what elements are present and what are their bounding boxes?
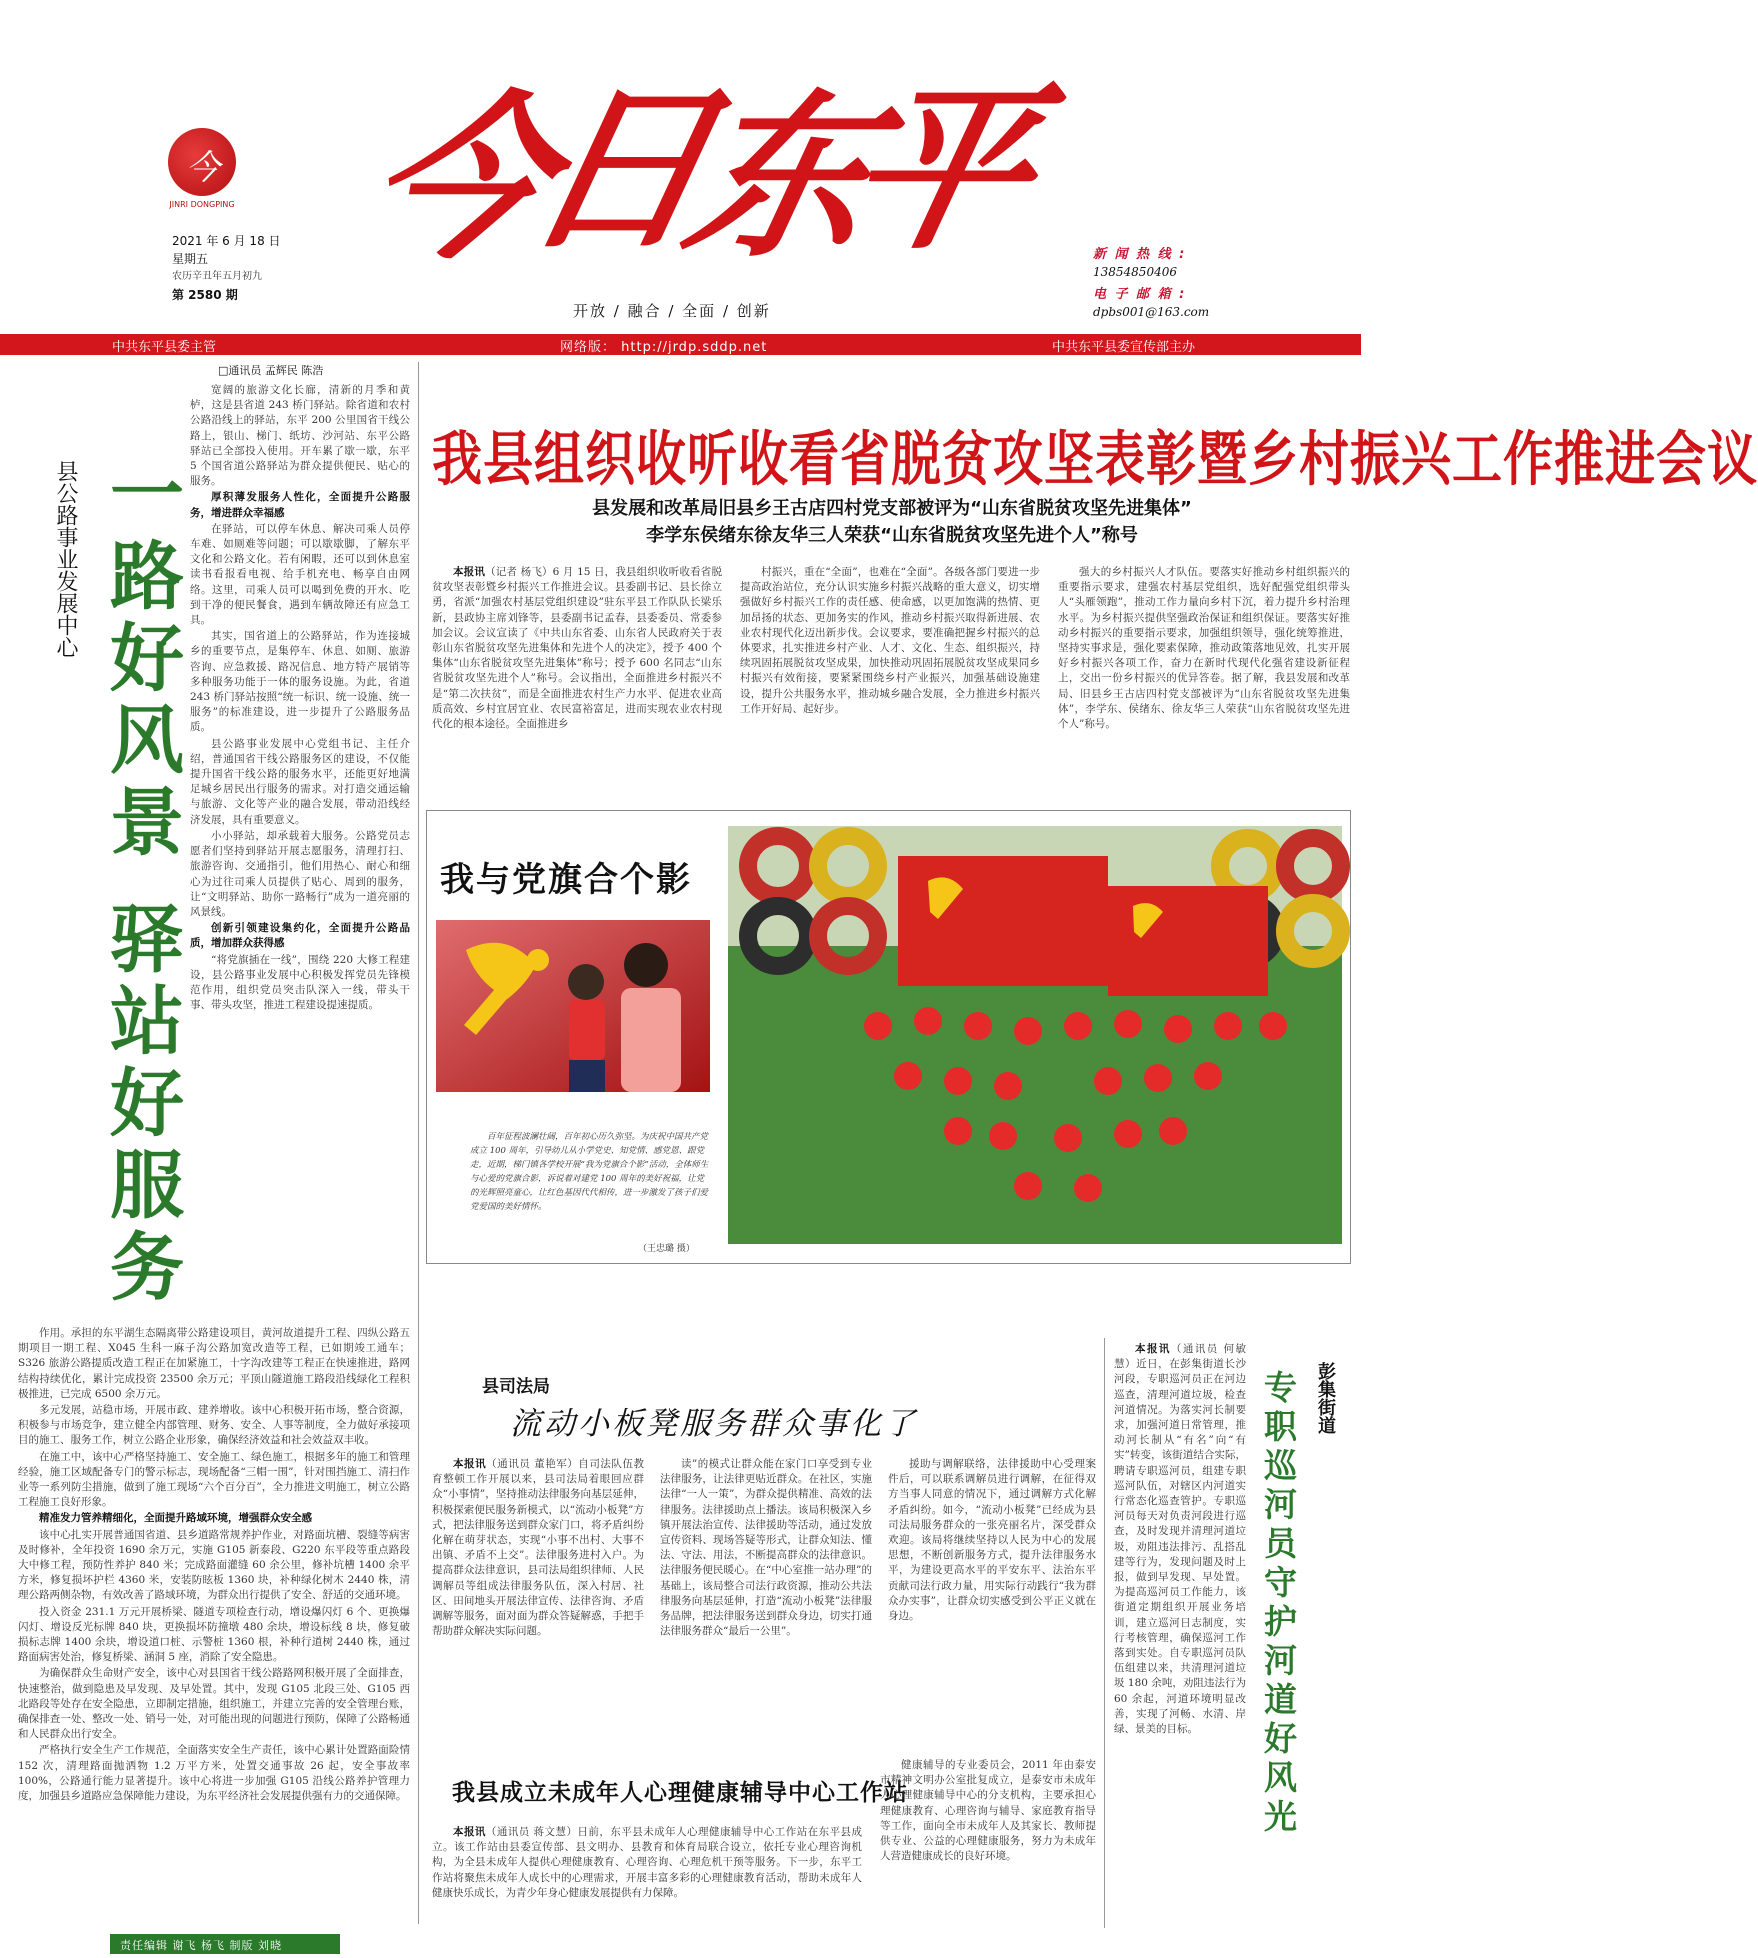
sponsor-right: 中共东平县委宣传部主办 — [1052, 340, 1196, 355]
paragraph: （通讯员 何敏慧）近日，在彭集街道长沙河段，专职巡河员正在河边巡查，清理河道垃圾，检查河道情况。为落实河长制要求，加强河道日常管理，推动河长制从“有名”向“有实”转变，该街道结合实际，聘请专职巡河员，组建专职巡河队伍，对辖区内河道实行常态化巡查管护。专职巡河员每天对负责河段进行巡查，及时发现并清理河道垃圾，劝阻违法排污、乱搭乱建等行为，发现问题及时上报，做到早发现、早处置。为提高巡河员工作能力，该街道定期组织开展业务培训，建立巡河日志制度，实行考核管理，确保巡河工作落到实处。自专职巡河员队伍组建以来，共清理河道垃圾 180 余吨，劝阻违法行为 60 余起，河道环境明显改善，实现了河畅、水清、岸绿、景美的目标。 — [1114, 1343, 1246, 1736]
paragraph: （通讯员 董艳军）自司法队伍教育整顿工作开展以来，县司法局着眼回应群众“小事情”，坚持推动法律服务向基层延伸，积极探索便民服务新模式，以“流动小板凳”方式，把法律服务送到群众家门口，将矛盾纠纷化解在萌芽状态，实现“小事不出村、大事不出镇、矛盾不上交”。法律服务进村入户。为提高群众法律意识，县司法局组织律师、人民调解员等组成法律服务队伍，深入村居、社区、田间地头开展法律宣传、法律咨询、矛盾调解等服务，面对面为群众答疑解惑，手把手帮助群众解决实际问题。 — [432, 1458, 645, 1638]
paragraph: 村振兴，重在“全面”，也难在“全面”。各级各部门要进一步提高政治站位，充分认识实施乡村振兴战略的重大意义，切实增强做好乡村振兴工作的责任感、使命感，以更加饱满的热情、更加昂扬的状态、更加务实的作风，推动乡村振兴取得新进展、农业农村现代化迈出新步伐。会议要求，要准确把握乡村振兴的总体要求，扎实推进乡村产业、人才、文化、生态、组织振兴，持续巩固拓展脱贫攻坚成果，加快推动巩固拓展脱贫攻坚成果同乡村振兴有效衔接，要紧紧围绕乡村产业振兴，加强基础设施建设，提升公共服务水平，推动城乡融合发展，全力推进乡村振兴工作开好局、起好步。 — [740, 566, 1040, 715]
title-char-1: 今 — [349, 74, 573, 283]
paragraph: 援助与调解联络，法律援助中心受理案件后，可以联系调解员进行调解，在征得双方当事人同意的情况下，通过调解方式化解矛盾纠纷。如今，“流动小板凳”已经成为县司法局服务群众的一张亮丽名片，深受群众欢迎。该局将继续坚持以人民为中心的发展思想，不断创新服务方式，提升法律服务水平，为建设更高水平的平安东平、法治东平贡献司法行政力量，用实际行动践行“我为群众办实事”，让群众切实感受到公平正义就在身边。 — [888, 1458, 1096, 1623]
sponsor-left: 中共东平县委主管 — [112, 340, 217, 355]
byline: 本报讯 — [1135, 1343, 1171, 1355]
paragraph: 在施工中，该中心严格坚持施工、安全施工、绿色施工，根据多年的施工和管理经验，施工区域配备专门的警示标志，现场配备“三帽一围”，针对围挡施工、清扫作业等一系列防尘措施，做到了施工现场“六个百分百”，全力推进文明施工，树立公路工程施工良好形象。 — [18, 1450, 410, 1509]
issue-date: 2021 年 6 月 18 日 — [172, 234, 281, 248]
justice-column-2 — [660, 1457, 872, 1757]
left-feature-deck: 县公路事业发展中心 — [53, 460, 78, 658]
photo-caption: 百年征程波澜壮阔，百年初心历久弥坚。为庆祝中国共产党成立 100 周年，引导幼儿从小学党史、知党情、感党恩、跟党走，近期，梯门镇各学校开展“我为党旗合个影”活动，全体师生与心爱的党旗合影，诉说着对建党 100 周年的美好祝福，让党的光辉照亮童心，让红色基因代代相传，进一步激发了孩子们爱党爱国的美好情怀。 — [470, 1132, 709, 1212]
left-feature-headline-2: 驿站好服务 — [98, 900, 184, 1310]
justice-headline: 流动小板凳服务群众事化了 — [510, 1406, 918, 1442]
issue-number: 第 2580 期 — [172, 288, 238, 302]
paragraph: （记者 杨飞）6 月 15 日，我县组织收听收看省脱贫攻坚表彰暨乡村振兴工作推进会议。县委副书记、县长徐立勇，省派“加强农村基层党组织建设”驻东平县工作队队长梁乐新，县政协主席刘锋等，县委副书记孟春，县委委员、常委参加会议。会议宣读了《中共山东省委、山东省人民政府关于表彰山东省脱贫攻坚先进集体和先进个人的决定》，授予 400 个集体“山东省脱贫攻坚先进集体”称号；授予 600 名同志“山东省脱贫攻坚先进个人”称号。会议指出，全面推进乡村振兴不是“第二次扶贫”，而是全面推进农村生产力水平、促进农业高质高效、乡村宜居宜业、农民富裕富足，进而实现农业农村现代化的根本途径。全面推进乡 — [432, 566, 722, 731]
hotline-label: 新 闻 热 线 : — [1093, 247, 1187, 262]
paragraph: 严格执行安全生产工作规范，全面落实安全生产责任，该中心累计处置路面险情 152 次，清理路面抛洒物 1.2 万平方米，处置交通事故 26 起，安全事故率 100%，公路通行能力显著提升。该中心将进一步加强 G105 沿线公路养护管理力度，加强县乡道路应急保障能力建设，为东平经济社会发展提供强有力的交通保障。 — [18, 1744, 410, 1803]
left-feature-column-lower — [18, 1326, 410, 1924]
main-headline: 我县组织收听收看省脱贫攻坚表彰暨乡村振兴工作推进会议 — [432, 424, 1758, 494]
paragraph: 作用。承担的东平湖生态隔离带公路建设项目，黄河故道提升工程、四纵公路五期项目一期工程、X045 生科一麻子沟公路加宽改造等工程，已如期竣工通车；S326 旅游公路提质改造工程正在加紧施工，十字沟改建等工程正在快速推进，路网结构持续优化，累计完成投资 23500 余万元；平顶山隧道施工路段沿线绿化工程积极推进，已完成 6500 余万元。 — [18, 1327, 410, 1400]
paragraph: 为确保群众生命财产安全，该中心对县国省干线公路路网积极开展了全面排查，快速整治，做到隐患及早发现、及早处置。其中，发现 G105 北段三处、G105 西北路段等处存在安全隐患，立即制定措施，组织施工，并建立完善的安全管理台账，确保排查一处、整改一处、销号一处，对可能出现的问题进行预防，保障了公路畅通和人民群众出行安全。 — [18, 1667, 410, 1741]
paragraph: 投入资金 231.1 万元开展桥梁、隧道专项检查行动，增设爆闪灯 6 个、更换爆闪灯、增设反光标牌 840 块，更换损坏防撞墩 480 余块，增设标线 8 块，修复破损标志牌 1400 余块，增设道口桩、示警桩 1360 根，补种行道树 2440 株，通过路面病害处治，修复桥梁、涵洞 5 座，消除了安全隐患。 — [18, 1605, 410, 1664]
subheading: 精准发力管养精细化，全面提升路域环境，增强群众安全感 — [39, 1512, 312, 1525]
newspaper-logo — [168, 128, 236, 196]
paragraph: 多元发展，站稳市场，开展市政、建养增收。该中心积极开拓市场，整合资源，积极参与市场竞争，建立健全内部管理、财务、安全、人事等制度，全力做好承接项目的施工、服务工作，树立公路企业形象，确保经济效益和社会效益双丰收。 — [18, 1404, 410, 1447]
logo-caption: JINRI DONGPING — [169, 200, 235, 209]
column-divider — [418, 362, 419, 1924]
lunar-date: 农历辛丑年五月初九 — [172, 271, 262, 282]
left-feature-headline-1: 一路好风景 — [98, 455, 184, 865]
main-story-column-2 — [740, 565, 1040, 795]
paragraph: （通讯员 蒋文慧）日前，东平县未成年人心理健康辅导中心工作站在东平县成立。该工作站由县委宣传部、县文明办、县教育和体育局联合设立，依托专业心理咨询机构，为全县未成年人提供心理健康教育、心理咨询、心理危机干预等服务。下一步，东平工作站将聚焦未成年人成长中的心理需求，开展丰富多彩的心理健康教育活动，帮助未成年人健康快乐成长，为青少年身心健康发展提供有力保障。 — [432, 1826, 863, 1899]
hotline-number[interactable]: 13854850406 — [1093, 265, 1177, 279]
paragraph: 县公路事业发展中心党组书记、主任介绍，普通国省干线公路服务区的建设，不仅能提升国省干线公路的服务水平，还能更好地满足城乡居民出行服务的需求。对打造交通运输与旅游、文化等产业的融合发展，带动沿线经济发展，具有重要意义。 — [190, 737, 410, 826]
editor-credit: 责任编辑 谢飞 杨飞 制版 刘晓 — [110, 1934, 340, 1954]
slogan: 开放 / 融合 / 全面 / 创新 — [573, 302, 771, 320]
youth-column-2 — [880, 1758, 1096, 1923]
title-char-3: 东 — [669, 72, 893, 281]
email-address[interactable]: dpbs001@163.com — [1093, 305, 1210, 319]
weekday: 星期五 — [172, 252, 209, 266]
youth-column-1 — [432, 1825, 862, 1925]
justice-column-1 — [432, 1457, 644, 1757]
paragraph: 该中心扎实开展普通国省道、县乡道路常规养护作业，对路面坑槽、裂缝等病害及时修补，全年投资 1690 余万元，实施 G105 新泰段、G220 东平段等重点路段大中修工程，预防性养护 840 米；完成路面灌缝 60 余公里，修补坑槽 1400 余平方米，修复损坏护栏 4360 米，安装防眩板 1360 块，补种绿化树木 2440 株，清理公路两侧杂物，有效改善了路域环境，为群众出行提供了安全、舒适的交通环境。 — [18, 1528, 410, 1602]
byline: 本报讯 — [453, 1458, 487, 1470]
email-label: 电 子 邮 箱 : — [1093, 287, 1187, 302]
paragraph: 读”的模式让群众能在家门口享受到专业法律服务，让法律更贴近群众。在社区，实施法律“一人一策”，为群众提供精准、高效的法律服务。法律援助点上播法。该局积极深入乡镇开展法治宣传、法律援助等活动，通过发放宣传资料、现场答疑等形式，让群众知法、懂法、守法、用法，不断提高群众的法律意识。法律服务便民暖心。在“中心室推一站办理”的基础上，该局整合司法行政资源，推动公共法律服务向基层延伸，打造“流动小板凳”法律服务品牌，把法律服务送到群众身边，切实打通法律服务群众“最后一公里”。 — [660, 1458, 872, 1638]
photo-feature-title: 我与党旗合个影 — [440, 860, 692, 900]
contact-block — [1093, 243, 1209, 323]
paragraph: 强大的乡村振兴人才队伍。要落实好推动乡村组织振兴的重要指示要求，建强农村基层党组织，选好配强党组织带头人“头雁领跑”，推动工作力量向乡村下沉，着力提升乡村治理水平。为乡村振兴提供坚强政治保证和组织保证。要落实好推动乡村振兴的重要指示要求，加强组织领导，强化统筹推进，坚持实事求是，强化要素保障，推动政策落地见效，扎实开展好乡村振兴各项工作，奋力在新时代现代化强省建设新征程上，交出一份乡村振兴的优异答卷。据了解，我县发展和改革局、旧县乡王古店四村党支部被评为“山东省脱贫攻坚先进集体”，李学东、侯绪东、徐友华三人荣获“山东省脱贫攻坚先进个人”称号。 — [1058, 566, 1350, 731]
paragraph: 健康辅导的专业委员会，2011 年由泰安市精神文明办公室批复成立，是泰安市未成年人心理健康辅导中心的分支机构，主要承担心理健康教育、心理咨询与辅导、家庭教育指导等工作，面向全市未成年人及其家长、教师提供专业、公益的心理健康服务，努力为未成年人营造健康成长的良好环境。 — [880, 1759, 1096, 1863]
photo-children-group[interactable] — [728, 826, 1342, 1244]
title-char-2: 日 — [509, 64, 733, 273]
paragraph: 宽阔的旅游文化长廊，清新的月季和黄栌，这是县省道 243 桥门驿站。除省道和农村公路沿线上的驿站，东平 200 公里国省干线公路上，银山、梯门、纸坊、沙河站、东平公路驿站已全部投入使用。开车累了歇一歇，东平 5 个国省道公路驿站为群众提供便民、贴心的服务。 — [190, 384, 410, 488]
logo-mark: 今 — [186, 148, 220, 188]
column-divider — [1104, 1338, 1105, 1928]
photo-girl-with-flag-image — [436, 920, 710, 1092]
website-link[interactable]: 网络版： http://jrdp.sddp.net — [560, 340, 768, 355]
left-feature-column-upper — [190, 383, 410, 1318]
byline: 本报讯 — [453, 1826, 486, 1838]
main-story-column-1 — [432, 565, 722, 795]
red-info-bar — [0, 334, 1361, 355]
paragraph: 其实，国省道上的公路驿站，作为连接城乡的重要节点，是集停车、休息、如厕、旅游咨询、应急救援、路况信息、地方特产展销等多种服务功能于一体的服务设施。为此，省道 243 桥门驿站按照“统一标识、统一设施、统一服务”的标准建设，进一步提升了公路服务品质。 — [190, 630, 410, 734]
river-kicker: 彭集街道 — [1315, 1362, 1336, 1434]
subheadline-2: 李学东侯绪东徐友华三人荣获“山东省脱贫攻坚先进个人”称号 — [646, 525, 1138, 546]
river-headline: 专职巡河员守护河道好风光 — [1259, 1370, 1298, 1838]
subheading: 厚积薄发服务人性化，全面提升公路服务，增进群众幸福感 — [190, 491, 410, 519]
justice-column-3 — [888, 1457, 1096, 1757]
paragraph: “将党旗插在一线”，围绕 220 大修工程建设，县公路事业发展中心积极发挥党员先锋模范作用，组织党员突击队深入一线，带头干事、带头攻坚，推进工程建设提速提质。 — [190, 953, 410, 1012]
main-story-column-3 — [1058, 565, 1350, 795]
subheading: 创新引领建设集约化，全面提升公路品质，增加群众获得感 — [190, 922, 410, 950]
main-subheadline — [432, 495, 1352, 549]
photo-credit: （王忠璐 摄） — [638, 1244, 695, 1254]
newspaper-title — [349, 64, 1053, 283]
left-feature-author: □通讯员 孟辉民 陈浩 — [218, 364, 324, 377]
page-footer — [0, 1930, 1361, 1958]
river-column — [1114, 1342, 1246, 1922]
date-block — [172, 232, 281, 304]
youth-headline: 我县成立未成年人心理健康辅导中心工作站 — [452, 1780, 908, 1806]
photo-children-group-image — [728, 826, 1342, 1244]
paragraph: 小小驿站，却承载着大服务。公路党员志愿者们坚持到驿站开展志愿服务，清理打扫、旅游咨询、交通指引，他们用热心、耐心和细心为过往司乘人员提供了贴心、周到的服务，让“文明驿站、助你一路畅行”成为一道亮丽的风景线。 — [190, 829, 410, 918]
paragraph: 在驿站，可以停车休息、解决司乘人员停车难、如厕难等问题；可以歇歇脚，了解东平文化和公路文化。若有闲暇，还可以到休息室读书看报看电视、给手机充电、畅享自由网络。这里，司乘人员可以喝到免费的开水、吃到干净的便民餐食，遇到车辆故障还有应急工具。 — [190, 522, 410, 627]
photo-girl-with-flag[interactable] — [436, 920, 710, 1092]
masthead — [0, 0, 1361, 355]
subheadline-1: 县发展和改革局旧县乡王古店四村党支部被评为“山东省脱贫攻坚先进集体” — [592, 498, 1192, 519]
byline: 本报讯 — [453, 566, 486, 578]
justice-kicker: 县司法局 — [482, 1377, 550, 1397]
title-char-4: 平 — [829, 64, 1053, 273]
